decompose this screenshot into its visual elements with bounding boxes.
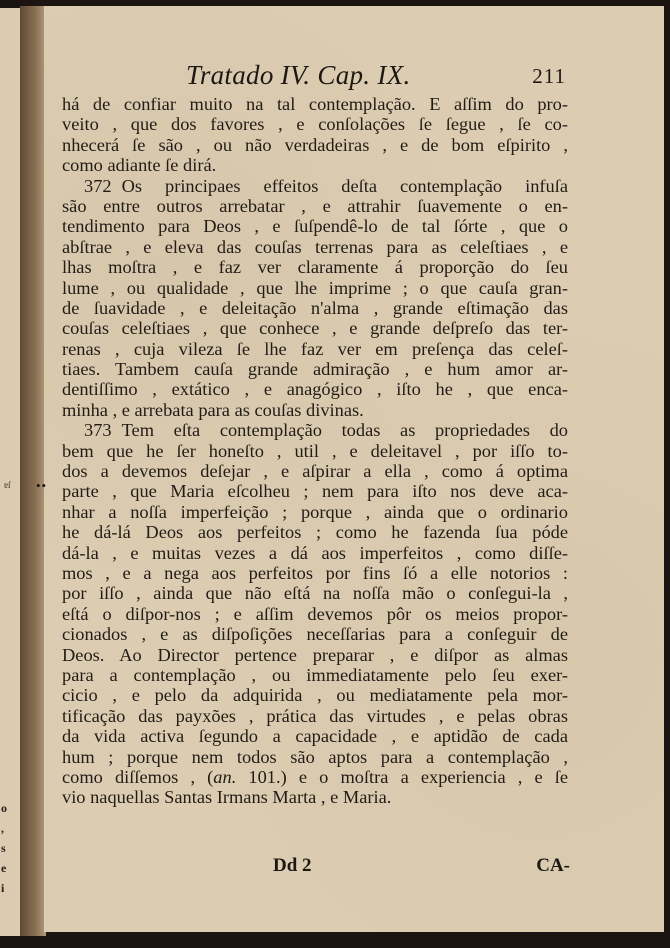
text-line (62, 747, 568, 767)
previous-page-char: o (1, 801, 7, 815)
text-line (62, 563, 568, 583)
page-number: 211 (532, 64, 566, 88)
line-text: renas , cuja vileza ſe lhe faz ver em preſença das celeſ- (62, 338, 568, 359)
text-line (62, 583, 568, 603)
previous-page-char: , (1, 821, 4, 835)
line-text: eſtá o diſpor-nos ; e aſſim devemos pôr os meios propor- (62, 603, 568, 624)
line-text: 101.) e o moſtra a experiencia , e ſe (236, 766, 568, 787)
line-text: tendimento para Deos , e ſuſpendê-lo de tal ſórte , que o (62, 216, 568, 237)
text-line (62, 237, 568, 257)
line-text: da vida activa ſegundo a capacidade , e aptidão de cada (62, 726, 568, 747)
previous-page-text-fragments (1, 798, 11, 898)
line-text: Os principaes effeitos deſta contemplação infuſa (121, 175, 568, 196)
line-text: cionados , e as diſpoſições neceſſarias para a conſeguir de (62, 624, 568, 645)
line-text: Deos. Ao Director pertence preparar , e diſpor as almas (62, 644, 568, 665)
text-line (62, 645, 568, 665)
catchword: CA- (536, 855, 570, 876)
text-line (62, 604, 568, 624)
line-text: hum ; porque nem todos são aptos para a contemplação , (62, 746, 568, 767)
line-text: lume , ou qualidade , que lhe imprime ; o que cauſa gran- (62, 277, 568, 298)
line-text: abſtrae , e eleva das couſas terrenas para as celeſtiaes , e (62, 236, 568, 257)
text-line (62, 441, 568, 461)
line-text: lhas moſtra , e faz ver claramente á proporção do ſeu (62, 257, 568, 278)
running-title: Tratado IV. Cap. IX. (186, 60, 411, 90)
paragraph-start-line (62, 176, 568, 196)
reference-abbreviation: an. (213, 766, 237, 787)
text-line (62, 94, 568, 114)
text-line (62, 685, 568, 705)
line-text: para a contemplação , ou immediatamente pelo ſeu exer- (62, 664, 568, 685)
page-header (186, 60, 566, 94)
text-line (62, 461, 568, 481)
line-text: nhecerá ſe são , ou não verdadeiras , e de bom eſpirito , (62, 134, 568, 155)
margin-annotation: ɐſ (4, 480, 11, 490)
text-line (62, 114, 568, 134)
line-text: dentiſſimo , extático , e anagógico , iſto he , que enca- (62, 379, 568, 400)
body-text (62, 94, 568, 808)
text-line (62, 155, 568, 175)
line-text: tificação das payxões , prática das virtudes , e pelas obras (62, 705, 568, 726)
paragraph-number: 373 (84, 420, 112, 441)
text-line (62, 706, 568, 726)
text-line (62, 726, 568, 746)
text-line (62, 257, 568, 277)
margin-ink-dots: •• (36, 478, 48, 493)
line-text: há de confiar muito na tal contemplação. E aſſim do pro- (62, 94, 568, 114)
text-line (62, 379, 568, 399)
text-line (62, 502, 568, 522)
line-text: nhar a noſſa imperfeição ; porque , ainda que o ordinario (62, 501, 568, 522)
text-line (62, 318, 568, 338)
previous-page-edge (0, 8, 22, 936)
line-text: Tem eſta contemplação todas as propriedades do (121, 420, 568, 441)
line-text: cicio , e pelo da adquirida , ou mediatamente pela mor- (62, 685, 568, 706)
text-line (62, 196, 568, 216)
line-text: veito , que dos favores , e conſolações ſe ſegue , ſe co- (62, 114, 568, 135)
text-line (62, 522, 568, 542)
text-line (62, 359, 568, 379)
previous-page-char: i (1, 881, 5, 895)
line-text: mos , e a nega aos perfeitos por fins ſó a elle notorios : (62, 562, 568, 583)
paragraph-start-line (62, 420, 568, 440)
paragraph-number: 372 (84, 175, 112, 196)
text-line (62, 339, 568, 359)
text-line (62, 278, 568, 298)
line-text: são entre outros arrebatar , e attrahir ſuavemente o en- (62, 195, 568, 216)
text-line (62, 298, 568, 318)
line-text: como diſſemos , ( (62, 766, 214, 787)
line-text: he dá-lá Deos aos perfeitos ; como he fazenda ſua póde (62, 522, 568, 543)
line-text: couſas celeſtiaes , que conhece , e grande deſpreſo das ter- (62, 318, 568, 339)
text-line (62, 481, 568, 501)
line-text: bem que he ſer honeſto , util , e deleitavel , por iſſo to- (62, 440, 568, 461)
previous-page-char: e (1, 861, 7, 875)
line-text: de ſuavidade , e deleitação n'alma , grande eſtimação das (62, 297, 568, 318)
page-footer (270, 855, 570, 885)
text-line (62, 624, 568, 644)
line-text: tiaes. Tambem cauſa grande admiração , e hum amor ar- (62, 359, 568, 380)
text-line (62, 216, 568, 236)
previous-page-char: s (1, 841, 6, 855)
text-line (62, 543, 568, 563)
text-line (62, 135, 568, 155)
line-text: minha , e arrebata para as couſas divinas. (62, 399, 364, 420)
text-line (62, 767, 568, 787)
line-text: como adiante ſe dirá. (62, 155, 217, 176)
line-text: dá-la , e muitas vezes a dá aos imperfeitos , como diſſe- (62, 542, 568, 563)
line-text: vio naquellas Santas Irmans Marta , e Maria. (62, 787, 392, 808)
line-text: por iſſo , ainda que não eſtá na noſſa mão o conſegui-la , (62, 583, 568, 604)
signature-mark: Dd 2 (273, 855, 312, 876)
text-line (62, 787, 568, 807)
text-line (62, 400, 568, 420)
text-line (62, 665, 568, 685)
book-gutter-shadow (20, 6, 46, 936)
line-text: dos a devemos deſejar , e aſpirar a ella , como á optima (62, 461, 568, 482)
line-text: parte , que Maria eſcolheu ; nem para iſto nos deve aca- (62, 481, 568, 502)
